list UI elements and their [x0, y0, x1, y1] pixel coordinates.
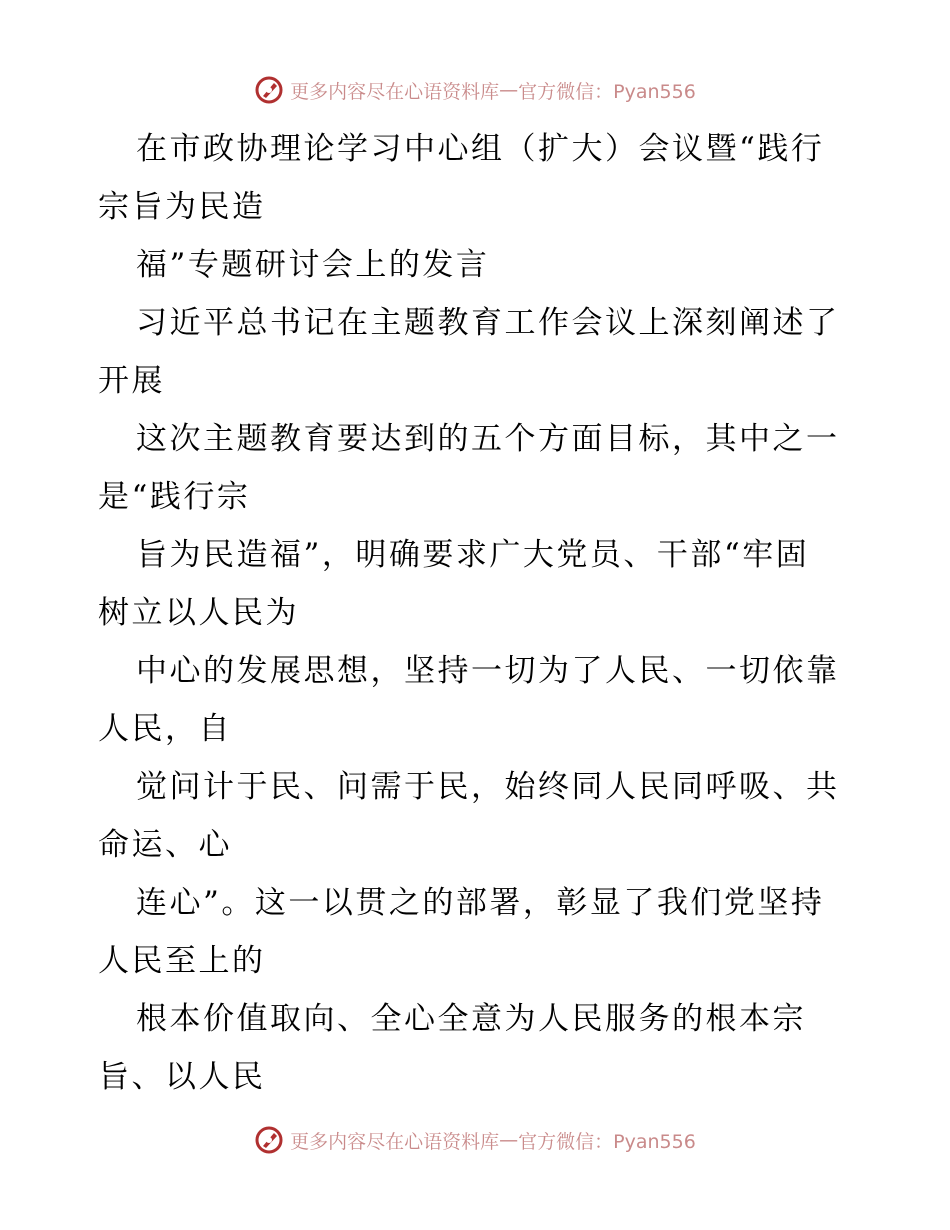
- footer-banner-separator: —: [499, 1129, 519, 1151]
- text-line: 在市政协理论学习中心组（扩大）会议暨“践行: [136, 131, 825, 167]
- header-banner-wechat: 官方微信：Pyan556: [518, 80, 696, 103]
- text-line: 习近平总书记在主题教育工作会议上深刻阐述了: [136, 305, 840, 341]
- text-line: 觉问计于民、问需于民，始终同人民同呼吸、共: [136, 769, 840, 805]
- header-banner-separator: —: [499, 79, 519, 101]
- text-line: 这次主题教育要达到的五个方面目标，其中之一: [136, 421, 840, 457]
- text-line: 树立以人民为: [98, 595, 299, 631]
- header-banner-text: 更多内容尽在心语资料库: [290, 80, 500, 103]
- document-body: [98, 120, 858, 1106]
- text-line: 根本价值取向、全心全意为人民服务的根本宗: [136, 1001, 806, 1037]
- text-line: 命运、心: [98, 827, 232, 863]
- text-line: 旨、以人民: [98, 1059, 266, 1095]
- text-line: 宗旨为民造: [98, 189, 266, 225]
- pen-logo-icon: [254, 1125, 284, 1155]
- footer-banner-text: 更多内容尽在心语资料库: [290, 1130, 500, 1153]
- text-line: 旨为民造福”，明确要求广大党员、干部“牢固: [136, 537, 810, 573]
- footer-banner-wechat: 官方微信：Pyan556: [518, 1130, 696, 1153]
- text-line: 中心的发展思想，坚持一切为了人民、一切依靠: [136, 653, 840, 689]
- text-line: 连心”。这一以贯之的部署，彰显了我们党坚持: [136, 885, 825, 921]
- footer-banner: [0, 1120, 950, 1160]
- text-line: 开展: [98, 363, 165, 399]
- header-banner: [0, 70, 950, 110]
- text-line: 人民，自: [98, 711, 232, 747]
- text-line: 人民至上的: [98, 943, 266, 979]
- pen-logo-icon: [254, 75, 284, 105]
- text-line: 福”专题研讨会上的发言: [136, 247, 490, 283]
- text-line: 是“践行宗: [98, 479, 251, 515]
